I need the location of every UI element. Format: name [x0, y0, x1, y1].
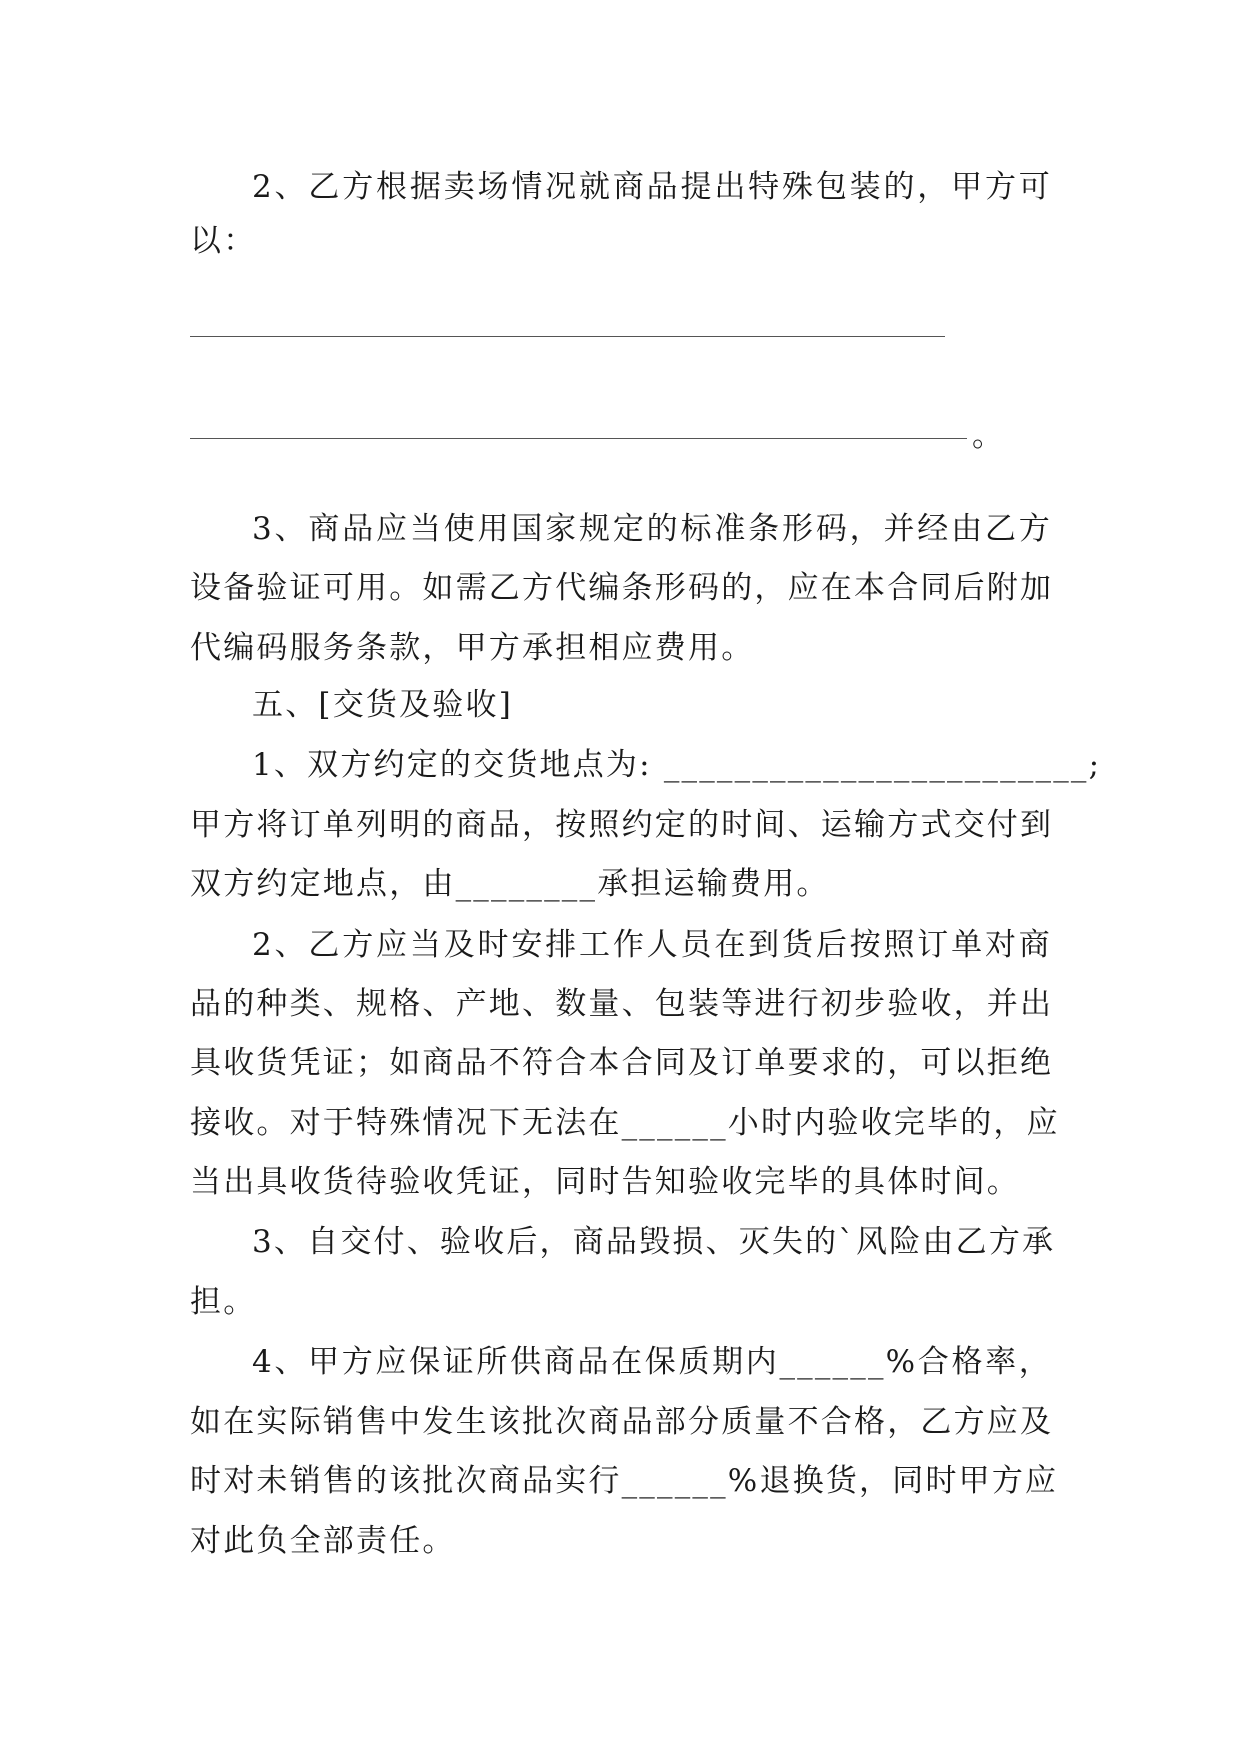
paragraph-delivery-line-2: 甲方将订单列明的商品，按照约定的时间、运输方式交付到	[190, 807, 1054, 843]
paragraph-inspection-line-1: 2、乙方应当及时安排工作人员在到货后按照订单对商	[252, 927, 1052, 963]
paragraph-inspection-line-3: 具收货凭证；如商品不符合本合同及订单要求的，可以拒绝	[190, 1045, 1054, 1081]
section-heading: 五、[交货及验收]	[252, 687, 513, 723]
paragraph-delivery-line-3: 双方约定地点，由________承担运输费用。	[190, 866, 830, 902]
blank-end-mark: 。	[972, 418, 1003, 454]
paragraph-special-packaging-line-2: 以：	[190, 223, 257, 259]
paragraph-quality-line-4: 对此负全部责任。	[190, 1523, 456, 1559]
paragraph-barcode-line-1: 3、商品应当使用国家规定的标准条形码，并经由乙方	[252, 511, 1052, 547]
paragraph-special-packaging-line-1: 2、乙方根据卖场情况就商品提出特殊包装的，甲方可	[252, 169, 1052, 205]
paragraph-barcode-line-3: 代编码服务条款，甲方承担相应费用。	[190, 630, 755, 666]
blank-fill-line-2	[190, 438, 967, 439]
paragraph-risk-line-1: 3、自交付、验收后，商品毁损、灭失的`风险由乙方承	[252, 1224, 1056, 1260]
paragraph-quality-line-3: 时对未销售的该批次商品实行______%退换货，同时甲方应	[190, 1463, 1059, 1499]
paragraph-inspection-line-5: 当出具收货待验收凭证，同时告知验收完毕的具体时间。	[190, 1164, 1020, 1200]
blank-fill-line-1	[190, 336, 945, 337]
paragraph-inspection-line-2: 品的种类、规格、产地、数量、包装等进行初步验收，并出	[190, 986, 1054, 1022]
paragraph-delivery-line-1: 1、双方约定的交货地点为: ________________________;	[252, 747, 1102, 783]
paragraph-inspection-line-4: 接收。对于特殊情况下无法在______小时内验收完毕的，应	[190, 1105, 1060, 1141]
paragraph-barcode-line-2: 设备验证可用。如需乙方代编条形码的，应在本合同后附加	[190, 570, 1054, 606]
paragraph-risk-line-2: 担。	[190, 1284, 257, 1320]
paragraph-quality-line-1: 4、甲方应保证所供商品在保质期内______%合格率，	[252, 1344, 1052, 1380]
paragraph-quality-line-2: 如在实际销售中发生该批次商品部分质量不合格，乙方应及	[190, 1404, 1054, 1440]
